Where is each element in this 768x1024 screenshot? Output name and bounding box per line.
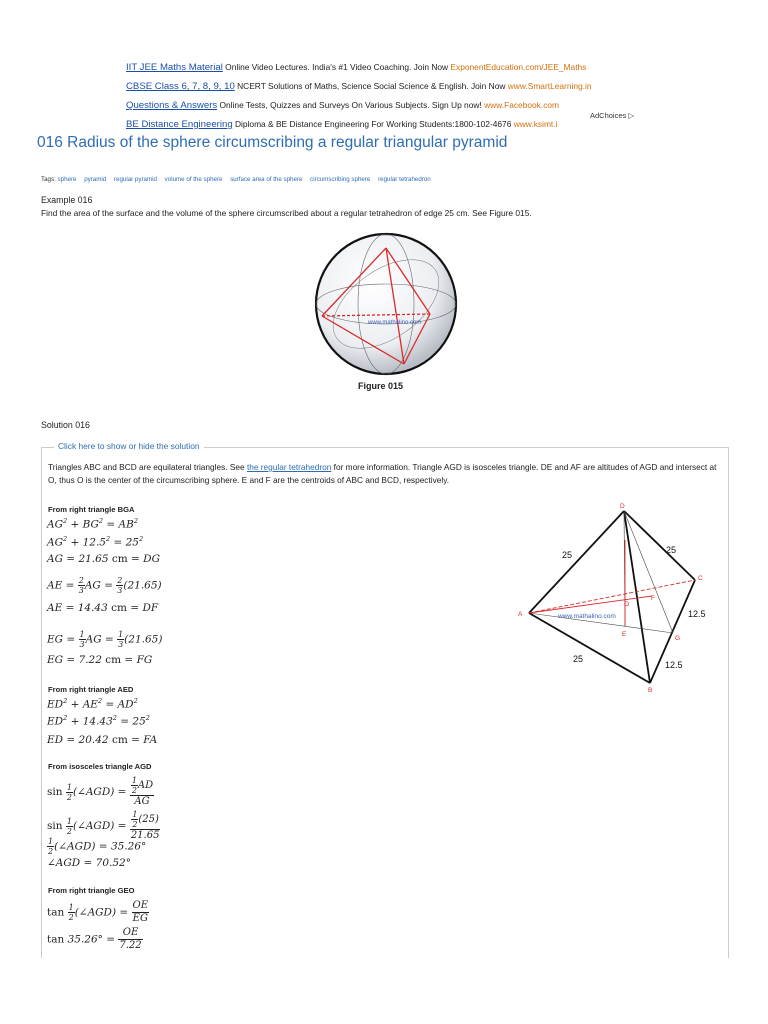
ad-text: Online Video Lectures. India's #1 Video Coaching. Join Now <box>222 62 451 72</box>
tags-label: Tags: <box>41 176 56 183</box>
point-label: E <box>622 631 627 638</box>
example-heading: Example 016 <box>41 195 93 205</box>
point-label: C <box>698 575 703 582</box>
section-heading: From right triangle AED <box>48 685 134 694</box>
equation: sin $\frac{1}{2}$ (∠AGD) = $\frac{1}{2}$ (25) 21.65 <box>47 810 160 841</box>
point-label: O <box>624 601 630 608</box>
edge-label: 25 <box>573 654 584 664</box>
point-label: A <box>518 611 523 618</box>
regular-tetrahedron-link[interactable]: the regular tetrahedron <box>246 462 332 472</box>
ad-link[interactable]: BE Distance Engineering <box>126 119 233 130</box>
tag-link[interactable]: regular pyramid <box>113 176 157 183</box>
equation: AE = $\frac{2}{3}$ AG = $\frac{2}{3}$ (21.65) <box>47 576 162 595</box>
equation: sin $\frac{1}{2}$ (∠AGD) = $\frac{1}{2}$ AD AG <box>47 776 154 807</box>
equation: tan $\frac{1}{2}$ (∠AGD) = $\frac{OE}{EG}$ <box>47 900 149 924</box>
intro-text: Triangles ABC and BCD are equilateral triangles. See <box>48 462 247 472</box>
equation: ∠AGD = 70.52° <box>47 857 131 869</box>
ad-link[interactable]: Questions & Answers <box>126 100 218 111</box>
edge-label: 12.5 <box>688 609 706 619</box>
section-heading: From right triangle BGA <box>48 505 135 514</box>
play-triangle-icon: ▷ <box>628 111 635 120</box>
ad-url[interactable]: www.ksimt.i <box>513 119 558 129</box>
figure-watermark: www.mathalino.com <box>368 320 422 326</box>
edge-label: 12.5 <box>665 660 683 670</box>
equation: $\frac{1}{2}$ (∠AGD) = 35.26° <box>48 837 147 856</box>
equation: $AG^2 + BG^2 = AB^2$ <box>47 517 138 531</box>
tag-link[interactable]: pyramid <box>84 176 107 183</box>
ad-row[interactable] <box>126 77 646 96</box>
tag-link[interactable]: regular tetrahedron <box>378 176 431 183</box>
diagram-watermark: www.mathalino.com <box>558 613 616 620</box>
ad-row[interactable] <box>126 96 646 115</box>
point-label: D <box>620 503 625 510</box>
equation: $ED^2 + AE^2 = AD^2$ <box>47 697 138 711</box>
adchoices-label: AdChoices <box>590 111 627 120</box>
toggle-solution-link[interactable]: Click here to show or hide the solution <box>54 441 204 451</box>
equation: AE = 14.43 cm = DF <box>47 602 159 614</box>
point-label: G <box>675 635 681 642</box>
section-heading: From isosceles triangle AGD <box>48 762 152 771</box>
edge-label: 25 <box>666 545 677 555</box>
ad-link[interactable]: IIT JEE Maths Material <box>126 62 223 73</box>
example-text: Find the area of the surface and the volume of the sphere circumscribed about a regular tetrahedron of edge 25 cm. See Figure 015. <box>41 208 532 218</box>
point-label: B <box>648 687 653 694</box>
ad-block <box>126 58 646 134</box>
section-heading: From right triangle GEO <box>48 886 135 895</box>
tag-link[interactable]: circumscribing sphere <box>310 176 371 183</box>
solution-intro <box>48 461 720 487</box>
point-label: F <box>651 595 655 602</box>
sphere-figure <box>308 228 464 378</box>
ad-row[interactable] <box>126 115 646 134</box>
ad-text: Online Tests, Quizzes and Surveys On Various Subjects. Sign Up now! <box>217 100 485 110</box>
figure-caption: Figure 015 <box>358 381 404 391</box>
edge-label: 25 <box>562 550 573 560</box>
equation: tan 35.26° = $\frac{OE}{7.22}$ <box>47 927 142 951</box>
tetrahedron-diagram <box>508 500 723 700</box>
ad-text: Diploma & BE Distance Engineering For Working Students:1800-102-4676 <box>232 119 514 129</box>
page-title: 016 Radius of the sphere circumscribing a regular triangular pyramid <box>37 134 508 151</box>
ad-url[interactable]: ExponentEducation.com/JEE_Maths <box>450 62 587 72</box>
tag-link[interactable]: surface area of the sphere <box>230 176 303 183</box>
intro-text: for more information. Triangle AGD is isosceles triangle. DE and AF are altitudes of AGD and intersect at O, thus O is the center of the circumscribing sphere. E and F are the centroids of ABC and BCD, respectively. <box>48 462 717 485</box>
equation: EG = 7.22 cm = FG <box>47 654 153 666</box>
equation: ED = 20.42 cm = FA <box>47 734 158 746</box>
equation: $ED^2 + 14.43^2 = 25^2$ <box>47 714 150 728</box>
ad-text: NCERT Solutions of Maths, Science Social Science & English. Join Now <box>234 81 508 91</box>
equation: EG = $\frac{1}{3}$ AG = $\frac{1}{3}$ (21.65) <box>47 630 163 649</box>
equation: AG = 21.65 cm = DG <box>47 553 160 565</box>
tag-link[interactable]: sphere <box>57 176 77 183</box>
ad-url[interactable]: www.SmartLearning.in <box>507 81 592 91</box>
ad-url[interactable]: www.Facebook.com <box>484 100 560 110</box>
tag-list <box>41 176 437 183</box>
solution-heading: Solution 016 <box>41 420 90 430</box>
tag-link[interactable]: volume of the sphere <box>164 176 223 183</box>
adchoices-link[interactable] <box>590 111 634 120</box>
ad-row[interactable] <box>126 58 646 77</box>
equation: $AG^2 + 12.5^2 = 25^2$ <box>47 535 144 549</box>
ad-link[interactable]: CBSE Class 6, 7, 8, 9, 10 <box>126 81 235 92</box>
